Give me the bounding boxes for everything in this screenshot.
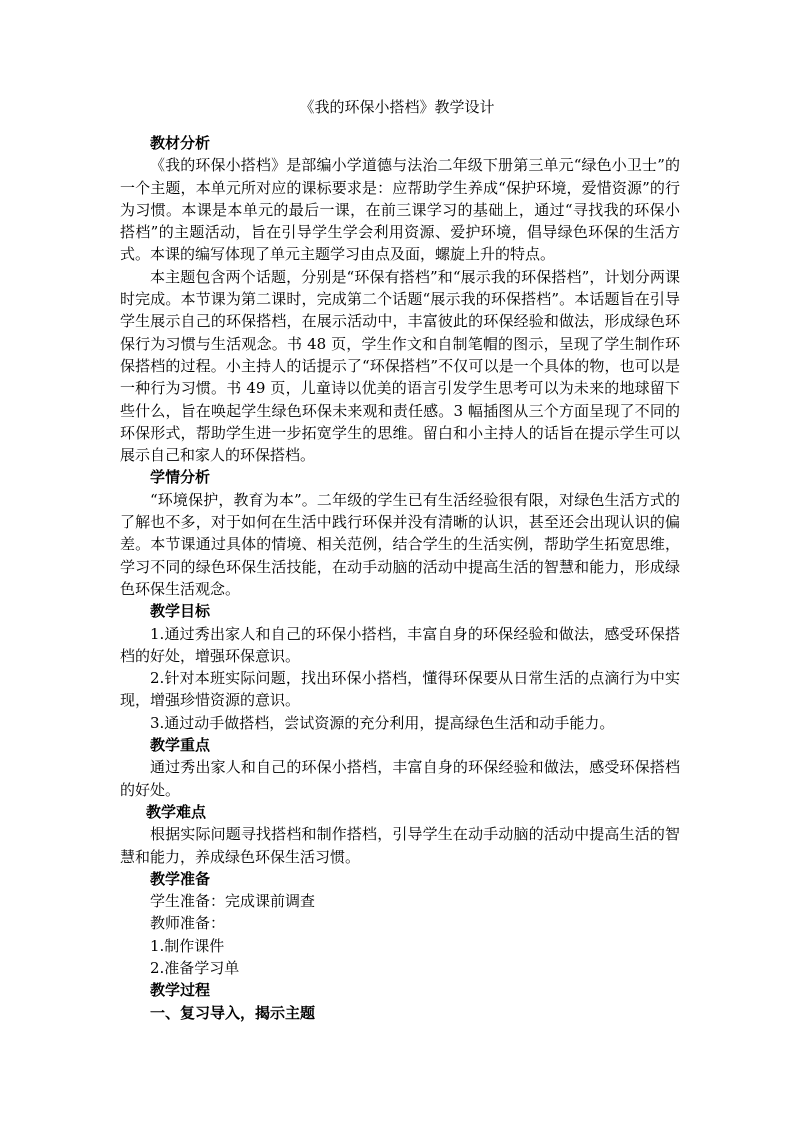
prep-student: 学生准备：完成课前调查 — [150, 892, 316, 911]
prep-item-1: 1.制作课件 — [150, 936, 225, 955]
paragraph-learner: “环境保护，教育为本”。二年级的学生已有生活经验很有限，对绿色生活方式的了解也不多，对于如何在生活中践行环保并没有清晰的认识，甚至还会出现认识的偏差。本节课通过具体的情境、相关范例，结合学生的生活实例，帮助学生拓宽思维，学习不同的绿色环保生活技能，在动手动脑的活动中提高生活的智慧和能力，形成绿色环保生活观念。 — [120, 490, 680, 598]
section-heading-analysis: 教材分析 — [150, 134, 211, 152]
goal-item-2: 2.针对本班实际问题，找出环保小搭档，懂得环保要从日常生活的点滴行为中实现，增强珍惜资源的意识。 — [120, 669, 680, 710]
paragraph-analysis-1: 《我的环保小搭档》是部编小学道德与法治二年级下册第三单元“绿色小卫士”的一个主题，本单元所对应的课标要求是：应帮助学生养成“保护环境，爱惜资源”的行为习惯。本课是本单元的最后一课，在前三课学习的基础上，通过“寻找我的环保小搭档”的主题活动，旨在引导学生学会利用资源、爱护环境，倡导绿色环保的生活方式。本课的编写体现了单元主题学习由点及面，螺旋上升的特点。 — [120, 156, 680, 264]
section-heading-goals: 教学目标 — [150, 602, 211, 621]
paragraph-analysis-2: 本主题包含两个话题，分别是“环保有搭档”和“展示我的环保搭档”，计划分两课时完成。本节课为第二课时，完成第二个话题“展示我的环保搭档”。本话题旨在引导学生展示自己的环保搭档，在展示活动中，丰富彼此的环保经验和做法，形成绿色环保行为习惯与生活观念。书 48 页，学生作文和自制笔帽的图示，呈现了学生制作环保搭档的过程。小主持人的话提示了“环保搭档”不仅可以是一个具体的物，也可以是一种行为习惯。书 49 页，儿童诗以优美的语言引发学生思考可以为未来的地球留下些什么，旨在唤起学生绿色环保未来观和责任感。3 幅插图从三个方面呈现了不同的环保形式，帮助学生进一步拓宽学生的思维。留白和小主持人的话旨在提示学生可以展示自己和家人的环保搭档。 — [120, 267, 680, 465]
paragraph-difficulty: 根据实际问题寻找搭档和制作搭档，引导学生在动手动脑的活动中提高生活的智慧和能力，养成绿色环保生活习惯。 — [120, 825, 680, 866]
process-step-1: 一、复习导入，揭示主题 — [150, 1003, 316, 1022]
prep-item-2: 2.准备学习单 — [150, 958, 240, 977]
section-heading-prep: 教学准备 — [150, 869, 211, 888]
section-heading-learner: 学情分析 — [150, 468, 211, 487]
document-title: 《我的环保小搭档》教学设计 — [299, 98, 495, 116]
section-heading-difficulty: 教学难点 — [146, 802, 207, 821]
paragraph-key: 通过秀出家人和自己的环保小搭档，丰富自身的环保经验和做法，感受环保搭档的好处。 — [120, 758, 680, 799]
document-body — [120, 132, 680, 1024]
section-heading-key: 教学重点 — [150, 736, 211, 755]
goal-item-3: 3.通过动手做搭档，尝试资源的充分利用，提高绿色生活和动手能力。 — [150, 713, 615, 732]
prep-teacher: 教师准备： — [150, 914, 226, 933]
section-heading-process: 教学过程 — [150, 981, 211, 1000]
goal-item-1: 1.通过秀出家人和自己的环保小搭档，丰富自身的环保经验和做法，感受环保搭档的好处，增强环保意识。 — [120, 624, 680, 665]
